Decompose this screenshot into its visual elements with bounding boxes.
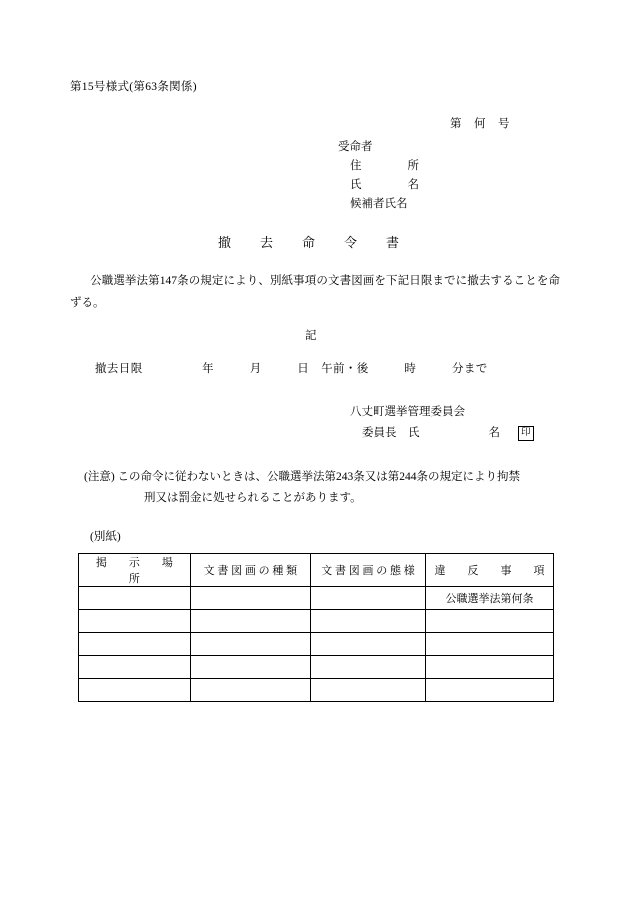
table-row <box>79 633 554 656</box>
table-cell-violation <box>426 656 554 679</box>
table-cell-form <box>311 656 426 679</box>
note-label: (注意) <box>84 471 115 483</box>
table-row <box>79 656 554 679</box>
recipient-name-label: 氏 名 <box>350 179 419 191</box>
table-cell-violation <box>426 679 554 702</box>
committee-chair-line <box>350 423 534 444</box>
table-cell-form <box>311 633 426 656</box>
deadline-line: 撤去日限 年 月 日 午前・後 時 分まで <box>95 363 488 375</box>
recipient-block <box>338 138 419 214</box>
document-number: 第 何 号 <box>450 118 510 130</box>
seal-stamp: 印 <box>518 426 534 441</box>
table-header-location: 掲 示 場 所 <box>79 554 191 587</box>
body-text: 公職選挙法第147条の規定により、別紙事項の文書図画を下記日限までに撤去することを命ずる。 <box>70 275 560 309</box>
table-header-row <box>79 554 554 587</box>
appendix-label: (別紙) <box>90 531 121 543</box>
table-cell-type <box>190 679 310 702</box>
note-text-line2: 刑又は罰金に処せられることがあります。 <box>144 492 362 504</box>
table-cell-type <box>190 610 310 633</box>
committee-block <box>350 402 534 444</box>
table-cell-type <box>190 633 310 656</box>
table-row <box>79 587 554 610</box>
table-header-form: 文 書 図 画 の 態 様 <box>311 554 426 587</box>
table-cell-location <box>79 679 191 702</box>
form-number: 第15号様式(第63条関係) <box>70 81 197 93</box>
table-cell-form <box>311 587 426 610</box>
appendix-table <box>78 553 554 702</box>
note-block <box>84 467 564 509</box>
table-header-violation: 違 反 事 項 <box>426 554 554 587</box>
recipient-label: 受命者 <box>338 141 373 153</box>
body-paragraph <box>70 270 560 314</box>
chair-label: 委員長 氏 名 <box>362 427 500 439</box>
table-cell-location <box>79 587 191 610</box>
table-cell-type <box>190 656 310 679</box>
table-cell-violation: 公職選挙法第何条 <box>426 587 554 610</box>
note-text-line1: この命令に従わないときは、公職選挙法第243条又は第244条の規定により拘禁 <box>117 471 521 483</box>
table-row <box>79 679 554 702</box>
recipient-address-label: 住 所 <box>350 160 419 172</box>
table-cell-location <box>79 610 191 633</box>
table-row <box>79 610 554 633</box>
table-cell-violation <box>426 633 554 656</box>
page-title: 撤 去 命 令 書 <box>218 235 401 250</box>
table-header-type: 文 書 図 画 の 種 類 <box>190 554 310 587</box>
table-cell-form <box>311 679 426 702</box>
table-cell-type <box>190 587 310 610</box>
table-cell-location <box>79 633 191 656</box>
committee-name: 八丈町選挙管理委員会 <box>350 406 465 418</box>
table-cell-form <box>311 610 426 633</box>
candidate-name-label: 候補者氏名 <box>350 198 408 210</box>
ki-mark: 記 <box>305 330 317 342</box>
table-cell-location <box>79 656 191 679</box>
table-cell-violation <box>426 610 554 633</box>
